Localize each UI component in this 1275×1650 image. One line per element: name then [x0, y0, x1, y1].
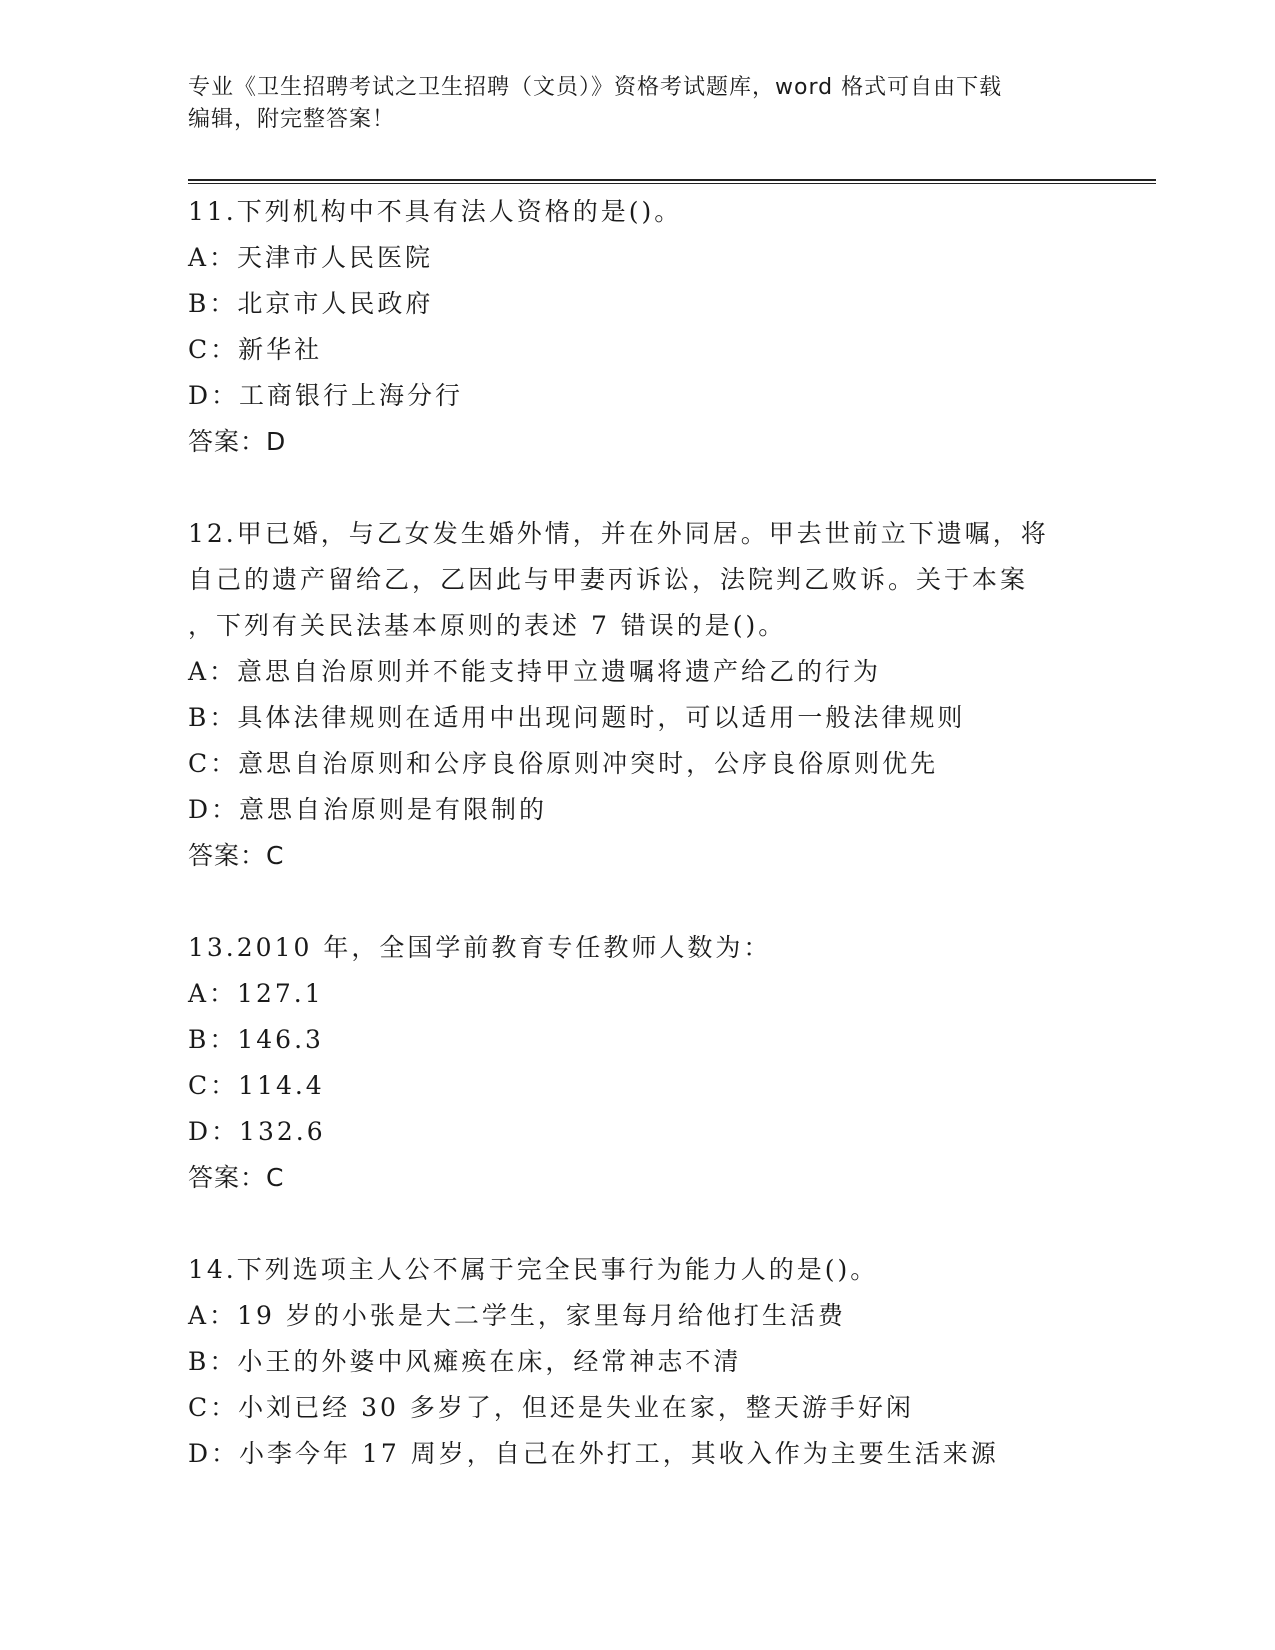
- option-c: C：意思自治原则和公序良俗原则冲突时，公序良俗原则优先: [188, 749, 939, 778]
- header-divider-thick: [188, 179, 1156, 181]
- option-a: A：天津市人民医院: [188, 243, 434, 272]
- option-c: C：小刘已经 30 多岁了，但还是失业在家，整天游手好闲: [188, 1393, 914, 1422]
- question-text: ，下列有关民法基本原则的表述 7 错误的是()。: [188, 611, 787, 640]
- question-text: 14.下列选项主人公不属于完全民事行为能力人的是()。: [188, 1255, 879, 1284]
- header-line-2: 编辑，附完整答案！: [188, 107, 396, 132]
- option-c: C：新华社: [188, 335, 323, 364]
- header-line-1: 专业《卫生招聘考试之卫生招聘（文员）》资格考试题库，word 格式可自由下载: [188, 75, 1003, 100]
- question-block: [188, 925, 1088, 1201]
- question-text: 13.2010 年，全国学前教育专任教师人数为：: [188, 933, 772, 962]
- answer-text: 答案：C: [188, 1163, 285, 1192]
- option-b: B：具体法律规则在适用中出现问题时，可以适用一般法律规则: [188, 703, 966, 732]
- option-b: B：小王的外婆中风瘫痪在床，经常神志不清: [188, 1347, 742, 1376]
- question-block: [188, 511, 1088, 879]
- option-d: D：意思自治原则是有限制的: [188, 795, 548, 824]
- question-text: 自己的遗产留给乙，乙因此与甲妻丙诉讼，法院判乙败诉。关于本案: [188, 565, 1029, 594]
- option-c: C：114.4: [188, 1071, 325, 1100]
- question-list: [188, 189, 1088, 1523]
- option-b: B：146.3: [188, 1025, 324, 1054]
- option-d: D：132.6: [188, 1117, 326, 1146]
- option-d: D：小李今年 17 周岁，自己在外打工，其收入作为主要生活来源: [188, 1439, 999, 1468]
- header-divider-thin: [188, 183, 1156, 184]
- document-header: [188, 72, 1088, 136]
- option-a: A：127.1: [188, 979, 324, 1008]
- question-text: 11.下列机构中不具有法人资格的是()。: [188, 197, 683, 226]
- question-block: [188, 189, 1088, 465]
- option-b: B：北京市人民政府: [188, 289, 434, 318]
- option-a: A：意思自治原则并不能支持甲立遗嘱将遗产给乙的行为: [188, 657, 882, 686]
- option-d: D：工商银行上海分行: [188, 381, 464, 410]
- answer-text: 答案：C: [188, 841, 285, 870]
- option-a: A：19 岁的小张是大二学生，家里每月给他打生活费: [188, 1301, 846, 1330]
- answer-text: 答案：D: [188, 427, 287, 456]
- question-text: 12.甲已婚，与乙女发生婚外情，并在外同居。甲去世前立下遗嘱，将: [188, 519, 1049, 548]
- question-block: [188, 1247, 1088, 1477]
